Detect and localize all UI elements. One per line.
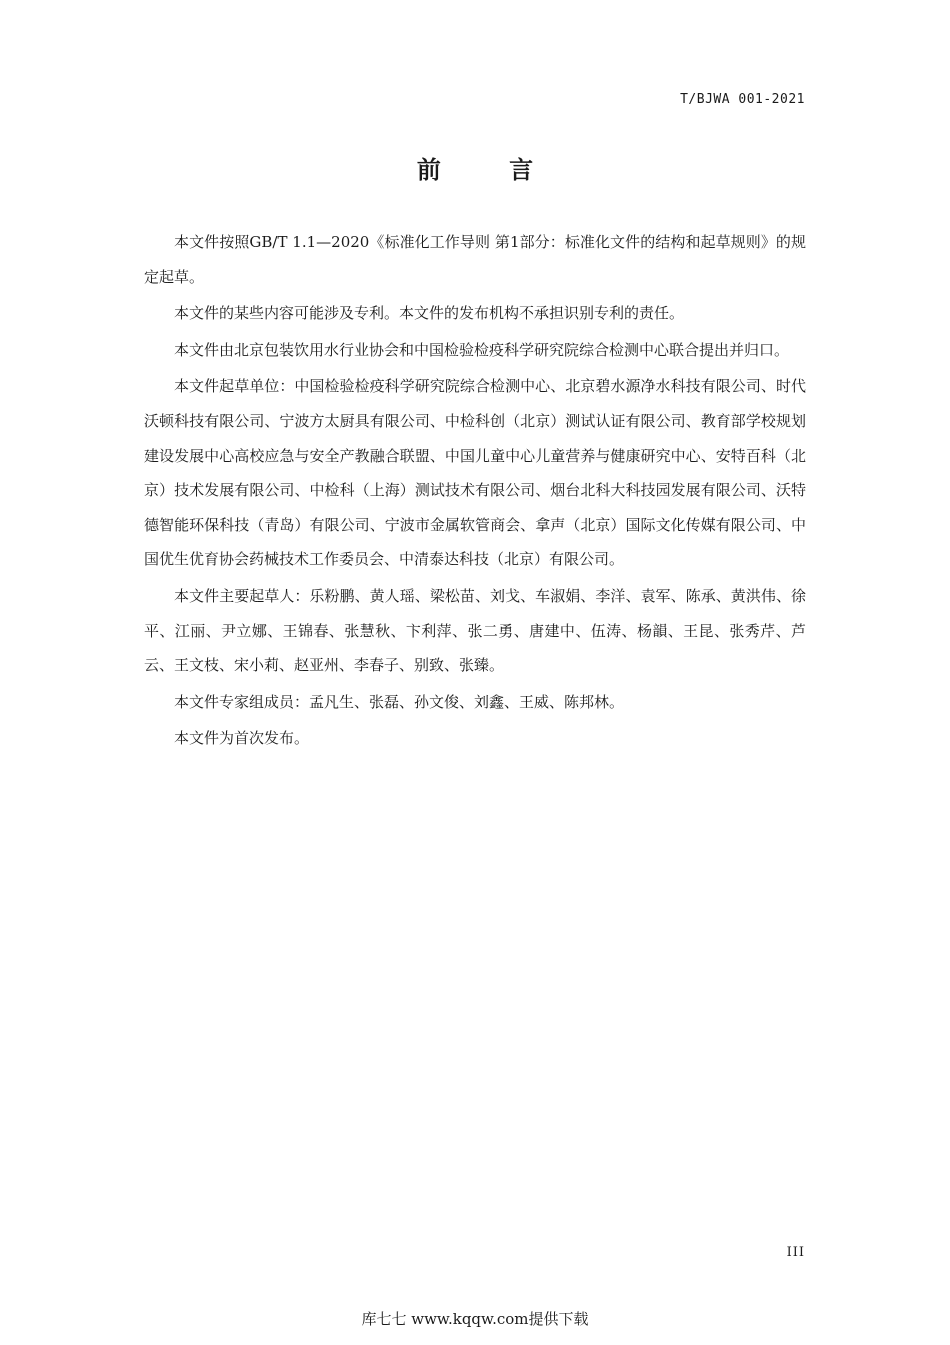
page-title: 前 言 <box>416 156 564 184</box>
paragraph-expert-group: 本文件专家组成员：孟凡生、张磊、孙文俊、刘鑫、王威、陈邦林。 <box>174 692 625 711</box>
document-code: T/BJWA 001-2021 <box>680 92 805 107</box>
foreword-body <box>144 225 806 758</box>
paragraph-proposer: 本文件由北京包装饮用水行业协会和中国检验检疫科学研究院综合检测中心联合提出并归口。 <box>174 340 790 359</box>
paragraph-patent-notice: 本文件的某些内容可能涉及专利。本文件的发布机构不承担识别专利的责任。 <box>174 304 685 323</box>
page-number: III <box>786 1245 805 1260</box>
paragraph-drafting-rules: 本文件按照GB/T 1.1—2020《标准化工作导则 第1部分：标准化文件的结构和起草规则》的规定起草。 <box>144 233 806 286</box>
paragraph-drafting-units: 本文件起草单位：中国检验检疫科学研究院综合检测中心、北京碧水源净水科技有限公司、时代沃顿科技有限公司、宁波方太厨具有限公司、中检科创（北京）测试认证有限公司、教育部学校规划建设发展中心高校应急与安全产教融合联盟、中国儿童中心儿童营养与健康研究中心、安特百科（北京）技术发展有限公司、中检科（上海）测试技术有限公司、烟台北科大科技园发展有限公司、沃特德智能环保科技（青岛）有限公司、宁波市金属软管商会、拿声（北京）国际文化传媒有限公司、中国优生优育协会药械技术工作委员会、中清泰达科技（北京）有限公司。 <box>144 377 806 569</box>
paragraph-main-drafters: 本文件主要起草人：乐粉鹏、黄人瑶、梁松苗、刘戈、车淑娟、李洋、袁军、陈承、黄洪伟、徐平、江丽、尹立娜、王锦春、张慧秋、卞利萍、张二勇、唐建中、伍涛、杨韻、王昆、张秀芹、芦云、王文枝、宋小莉、赵亚州、李春子、别致、张臻。 <box>144 586 806 675</box>
download-footer: 库七七 www.kqqw.com提供下载 <box>361 1310 589 1328</box>
paragraph-first-release: 本文件为首次发布。 <box>174 729 310 748</box>
